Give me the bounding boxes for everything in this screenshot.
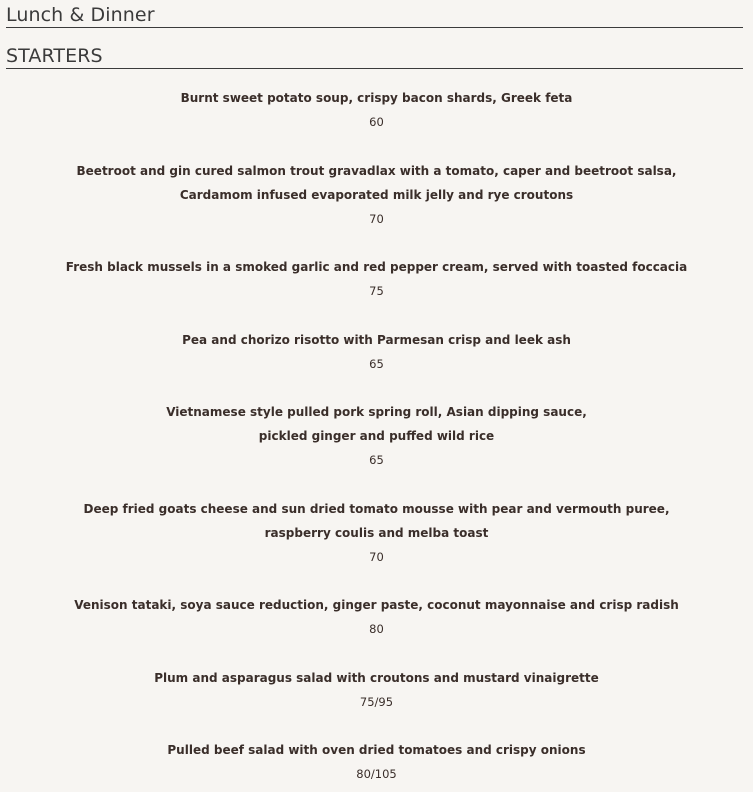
dish-price: 65 xyxy=(369,453,384,467)
section-heading-starters: STARTERS xyxy=(6,45,743,69)
dish-price: 75 xyxy=(369,284,384,298)
dish-description: Beetroot and gin cured salmon trout gravadlax with a tomato, caper and beetroot salsa, xyxy=(76,163,677,178)
dish-description: raspberry coulis and melba toast xyxy=(264,525,489,540)
dish-description: Venison tataki, soya sauce reduction, ginger paste, coconut mayonnaise and crisp radish xyxy=(74,598,679,612)
dish-item xyxy=(0,255,753,303)
dish-description: Pea and chorizo risotto with Parmesan crisp and leek ash xyxy=(182,332,571,347)
dish-description: Burnt sweet potato soup, crispy bacon shards, Greek feta xyxy=(180,91,573,105)
dish-description: pickled ginger and puffed wild rice xyxy=(258,429,495,443)
dish-item xyxy=(0,738,753,786)
dish-description: Cardamom infused evaporated milk jelly and rye croutons xyxy=(179,187,574,202)
dish-description: Plum and asparagus salad with croutons and mustard vinaigrette xyxy=(154,670,599,685)
dish-price: 60 xyxy=(369,115,384,129)
dish-item xyxy=(0,593,753,641)
dish-price: 70 xyxy=(369,211,384,226)
dish-description: Pulled beef salad with oven dried tomatoes and crispy onions xyxy=(167,743,586,757)
dish-price: 75/95 xyxy=(359,694,394,709)
dish-item xyxy=(0,328,753,376)
dish-item xyxy=(0,666,753,714)
dish-item xyxy=(0,86,753,134)
dish-price: 80 xyxy=(369,622,384,636)
dish-description: Deep fried goats cheese and sun dried tomato mousse with pear and vermouth puree, xyxy=(83,501,670,516)
dish-description: Vietnamese style pulled pork spring roll, Asian dipping sauce, xyxy=(166,405,587,419)
dish-price: 65 xyxy=(369,356,384,371)
dish-price: 70 xyxy=(369,549,384,564)
dish-description: Fresh black mussels in a smoked garlic and red pepper cream, served with toasted foccacia xyxy=(65,260,688,274)
section-heading-lunch-dinner: Lunch & Dinner xyxy=(6,4,743,28)
dish-item xyxy=(0,159,753,231)
starters-menu-list xyxy=(0,86,753,786)
dish-item xyxy=(0,400,753,472)
dish-price: 80/105 xyxy=(356,767,397,781)
dish-item xyxy=(0,497,753,569)
